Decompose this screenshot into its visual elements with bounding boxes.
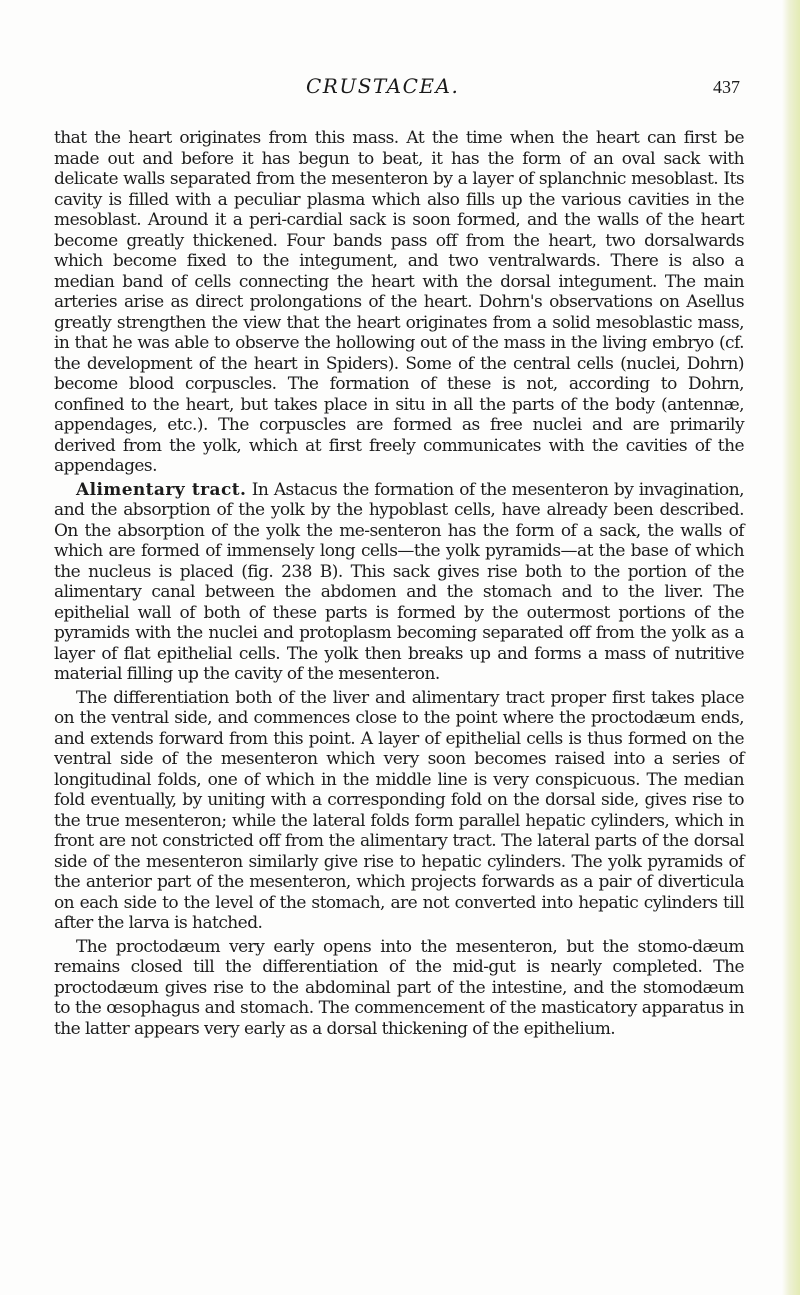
page-edge-gutter bbox=[782, 0, 800, 1295]
running-title: CRUSTACEA. bbox=[306, 74, 460, 98]
paragraph-alimentary-tract bbox=[54, 480, 744, 685]
page-number: 437 bbox=[713, 77, 740, 97]
paragraph-proctodaeum: The proctodæum very early opens into the mesenteron, but the stomo-dæum remains closed till the differentiation of the mid-gut is nearly completed. The proctodæum gives rise to the abdominal part of the intestine, and the stomodæum to the œsophagus and stomach. The commencement of the masticatory apparatus in the latter appears very early as a dorsal thickening of the epithelium. bbox=[54, 936, 744, 1039]
paragraph-heart-development: that the heart originates from this mass. At the time when the heart can first be made out and before it has begun to beat, it has the form of an oval sack with delicate walls separated from the mesenteron by a layer of splanchnic mesoblast. Its cavity is filled with a peculiar plasma which also fills up the various cavities in the mesoblast. Around it a peri-cardial sack is soon formed, and the walls of the heart become greatly thickened. Four bands pass off from the heart, two dorsalwards which become fixed to the integument, and two ventralwards. There is also a median band of cells connecting the heart with the dorsal integument. The main arteries arise as direct prolongations of the heart. Dohrn's observations on Asellus greatly strengthen the view that the heart originates from a solid mesoblastic mass, in that he was able to observe the hollowing out of the mass in the living embryo (cf. the development of the heart in Spiders). Some of the central cells (nuclei, Dohrn) become blood corpuscles. The formation of these is not, according to Dohrn, confined to the heart, but takes place in situ in all the parts of the body (antennæ, appendages, etc.). The corpuscles are formed as free nuclei and are primarily derived from the yolk, which at first freely communicates with the cavities of the appendages. bbox=[54, 128, 744, 476]
paragraph-alimentary-tract-text: In Astacus the formation of the mesenteron by invagination, and the absorption of the yolk by the hypoblast cells, have already been described. On the absorption of the yolk the me-senteron has the form of a sack, the walls of which are formed of immensely long cells—the yolk pyramids—at the base of which the nucleus is placed (fig. 238 B). This sack gives rise both to the portion of the alimentary canal between the abdomen and the stomach and to the liver. The epithelial wall of both of these parts is formed by the outermost portions of the pyramids with the nuclei and protoplasm becoming separated off from the yolk as a layer of flat epithelial cells. The yolk then breaks up and forms a mass of nutritive material filling up the cavity of the mesenteron. bbox=[54, 479, 744, 684]
running-head bbox=[0, 74, 800, 104]
section-heading-alimentary-tract: Alimentary tract. bbox=[76, 479, 247, 500]
paragraph-liver-differentiation: The differentiation both of the liver and alimentary tract proper first takes place on the ventral side, and commences close to the point where the proctodæum ends, and extends forward from this point. A layer of epithelial cells is thus formed on the ventral side of the mesenteron which very soon becomes raised into a series of longitudinal folds, one of which in the middle line is very conspicuous. The median fold eventually, by uniting with a corresponding fold on the dorsal side, gives rise to the true mesenteron; while the lateral folds form parallel hepatic cylinders, which in front are not constricted off from the alimentary tract. The lateral parts of the dorsal side of the mesenteron similarly give rise to hepatic cylinders. The yolk pyramids of the anterior part of the mesenteron, which projects forwards as a pair of diverticula on each side to the level of the stomach, are not converted into hepatic cylinders till after the larva is hatched. bbox=[54, 687, 744, 933]
body-text bbox=[54, 128, 744, 1039]
